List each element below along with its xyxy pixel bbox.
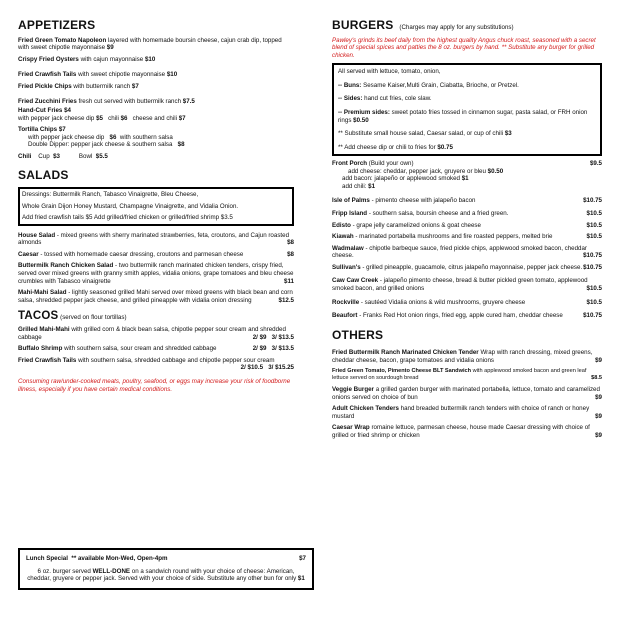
item-option: Double Dipper: pepper jack cheese & southern salsa (28, 141, 173, 149)
item-price: $5.5 (95, 152, 108, 160)
premium-sides-list: sweet potato fries tossed in cinnamon sugar, pasta salad, or FRH onion rings (338, 109, 588, 124)
burger-item (332, 277, 602, 292)
burgers-intro: Pawley's grinds its beef daily from the highest quality Angus chuck roast, seasoned with a secret blend of special spices and patties the 8 oz. burgers by hand. ** Substitute any burger for grilled chicken. (332, 36, 596, 59)
item-name: Wadmalaw (332, 244, 364, 252)
item-desc: - tossed with homemade caesar dressing, croutons and parmesan cheese (40, 250, 244, 258)
item-name: Fried Green Tomato, Pimento Cheese BLT Sandwich (332, 368, 472, 375)
item-name: House Salad (18, 231, 56, 239)
other-item (332, 368, 602, 382)
item-option: Cup (38, 152, 50, 160)
item-desc: with southern salsa, sour cream and shredded cabbage (64, 345, 217, 353)
lunch-well-done: WELL-DONE (92, 567, 131, 575)
item-option: with southern salsa (119, 133, 173, 141)
item-price: $9 (595, 356, 602, 364)
dressings-box (18, 187, 294, 226)
item-option: with pepper jack cheese dip (28, 133, 105, 141)
item-price: $10.5 (586, 298, 602, 306)
served-with: All served with lettuce, tomato, onion, (338, 68, 441, 76)
item-desc: romaine lettuce, parmesan cheese, house made Caesar dressing with choice of grilled or fried shrimp or chicken (332, 424, 590, 439)
add-cheese-price: $0.75 (437, 143, 453, 151)
item-name: Fried Pickle Chips (18, 82, 72, 90)
menu-item (18, 251, 294, 259)
item-name: Adult Chicken Tenders (332, 405, 399, 413)
menu-item (18, 262, 294, 285)
price-three: 3/ $15.25 (268, 364, 294, 372)
item-prices (253, 334, 294, 342)
item-prices (253, 345, 294, 353)
item-name: Fripp Island (332, 210, 368, 218)
item-price: $0.50 (487, 167, 504, 175)
item-note: (Build your own) (368, 160, 414, 168)
tacos-subtitle: (served on flour tortillas) (60, 314, 127, 322)
lunch-desc-text: 6 oz. burger served (37, 567, 93, 575)
item-prices (241, 364, 294, 372)
item-desc: - lightly seasoned grilled Mahi served over mixed greens with black bean and corn salsa, shredded pepper jack cheese, and grilled pineapple with vidalia onion dressing (18, 289, 293, 304)
item-price: $9 (595, 393, 602, 401)
hand-cut-fries (18, 107, 294, 122)
item-desc: with sweet chipotle mayonnaise (78, 71, 166, 79)
dressing-line: Dressings: Buttermilk Ranch, Tabasco Vinaigrette, Bleu Cheese, (22, 191, 199, 198)
item-name: Crispy Fried Oysters (18, 55, 79, 63)
item-price: $10.75 (583, 252, 602, 260)
item-price: $10 (166, 71, 178, 79)
item-option: add bacon: jalapeño or applewood smoked (342, 175, 460, 183)
chili (18, 153, 294, 161)
item-desc: a grilled garden burger with marinated portabella, lettuce, tomato and caramelized onions served on choice of bun (332, 386, 600, 401)
item-name: Caw Caw Creek (332, 277, 379, 285)
item-price: $10.75 (583, 263, 602, 271)
menu-item (18, 56, 294, 64)
substitute-note: ** Substitute small house salad, Caesar salad, or cup of chili (338, 130, 504, 138)
item-price: $10.5 (586, 210, 602, 218)
tortilla-chips (18, 126, 294, 149)
premium-sides-label: -- Premium sides: (338, 109, 390, 116)
item-desc: with grilled corn & black bean salsa, chipotle pepper sour cream and shredded cabbage (18, 326, 286, 341)
lunch-desc-text: on a sandwich round with your choice of cheese: American, cheddar, gruyere or pepper jack. Served with your choice of side. Substitute any other bun for only (27, 567, 298, 583)
menu-item (18, 98, 294, 106)
item-price: $4 (64, 107, 71, 114)
item-name: Fried Crawfish Tails (18, 356, 77, 364)
item-name: Tortilla Chips (18, 126, 58, 134)
item-price: $8 (287, 239, 294, 247)
item-name: Fried Zucchini Fries (18, 98, 77, 106)
other-item (332, 349, 602, 364)
lunch-special-box (18, 548, 314, 590)
item-name: Sullivan's (332, 263, 361, 271)
item-desc: - jalapeño pimento cheese, bread & butter pickled green tomato, applewood smoked bacon, and grilled onions (332, 277, 588, 292)
item-option: chili (108, 114, 119, 122)
item-price: $7 (178, 114, 186, 122)
item-price: $9 (595, 412, 602, 420)
item-price: $10.75 (583, 196, 602, 204)
item-desc: - sautéed Vidalia onions & wild mushrooms, gruyere cheese (360, 298, 526, 306)
appetizers-title: APPETIZERS (18, 18, 96, 32)
salads-title: SALADS (18, 168, 69, 183)
item-price: $12.5 (278, 296, 294, 304)
menu-item (18, 83, 294, 91)
item-price: $5 (96, 114, 103, 122)
price-two: 2/ $9 (252, 345, 267, 353)
item-price: $10.5 (586, 285, 602, 292)
item-name: Edisto (332, 221, 351, 229)
menu-item (18, 232, 294, 247)
item-desc: hand breaded buttermilk ranch tenders with choice of ranch or honey mustard (332, 405, 590, 420)
item-price: $7.5 (182, 98, 195, 106)
burger-options-box (332, 63, 602, 156)
item-name: Buttermilk Ranch Chicken Salad (18, 262, 114, 270)
item-price: $10.5 (586, 221, 602, 229)
item-price: $6 (120, 114, 128, 122)
item-option: Bowl (78, 152, 93, 160)
item-desc: with southern salsa, shredded cabbage and chipotle pepper sour cream (78, 356, 275, 364)
burgers-heading (332, 18, 602, 33)
item-price: $8.5 (591, 375, 602, 382)
item-name: Chili (18, 152, 32, 160)
item-desc: fresh cut served with buttermilk ranch (78, 98, 182, 106)
add-cheese-note: ** Add cheese dip or chili to fries for (338, 143, 436, 151)
price-two: 2/ $9 (252, 333, 267, 341)
substitute-price: $3 (504, 130, 512, 138)
burger-item (332, 233, 602, 241)
item-name: Fried Crawfish Tails (18, 71, 77, 79)
item-price: $8 (177, 141, 185, 149)
menu-item (18, 71, 294, 79)
item-price: $10.75 (583, 312, 602, 320)
item-desc: - pimento cheese with jalapeño bacon (371, 196, 476, 204)
item-price: $1 (368, 182, 376, 190)
burger-item (332, 197, 602, 205)
item-name: Beaufort (332, 312, 358, 320)
burgers-title: BURGERS (332, 18, 394, 32)
price-two: 2/ $10.5 (240, 364, 264, 372)
other-item (332, 424, 602, 439)
tacos-title: TACOS (18, 310, 59, 323)
dressing-line: Whole Grain Dijon Honey Mustard, Champagne Vinaigrette, and Vidalia Onion. (22, 202, 239, 210)
taco-item (18, 345, 294, 353)
burger-item (332, 210, 602, 218)
item-name: Veggie Burger (332, 386, 374, 394)
item-price: $10 (144, 55, 156, 63)
item-name: Isle of Palms (332, 196, 370, 204)
others-title: OTHERS (332, 327, 384, 342)
burger-item (332, 299, 602, 307)
item-option: add chili: (342, 182, 367, 190)
front-porch (332, 160, 602, 190)
other-item (332, 386, 602, 401)
burger-item (332, 312, 602, 320)
item-name: Buffalo Shrimp (18, 345, 63, 353)
item-name: Rockville (332, 298, 360, 306)
burger-item (332, 245, 602, 260)
item-name: Hand-Cut Fries (18, 107, 63, 114)
item-name: Fried Buttermilk Ranch Marinated Chicken Tender (332, 349, 479, 357)
item-price: $7 (131, 82, 139, 90)
taco-item (18, 326, 294, 341)
item-desc: - marinated portabella mushrooms and fire roasted peppers, melted brie (355, 233, 553, 241)
sides-list: hand cut fries, cole slaw. (364, 95, 432, 103)
item-desc: with cajun mayonnaise (80, 55, 144, 63)
item-price: $3 (53, 152, 60, 160)
item-desc: - chipotle barbeque sauce, fried pickle chips, applewood smoked bacon, cheddar cheese. (332, 244, 587, 260)
item-price: $11 (284, 277, 294, 285)
item-price: $9.5 (589, 160, 602, 168)
lunch-availability: ** available Mon-Wed, Open-4pm (71, 555, 168, 562)
item-desc: - two buttermilk ranch marinated chicken tenders, crispy fried, served over mixed greens with granny smith apples, vidalia onions, grape tomatoes and bleu cheese crumbles with Tabasco vinaigrette (18, 262, 294, 285)
item-price: $1 (461, 175, 469, 183)
item-name: Grilled Mahi-Mahi (18, 326, 70, 334)
item-name: Kiawah (332, 233, 354, 241)
sides-label: -- Sides: (338, 95, 363, 103)
item-price: $9 (106, 44, 114, 52)
burger-item (332, 264, 602, 272)
lunch-bun-price: $1 (297, 575, 305, 583)
item-desc: layered with homemade boursin cheese, cajun crab dip, topped with sweet chipotle mayonnaise (18, 36, 282, 52)
other-item (332, 405, 602, 420)
item-desc: - mixed greens with sherry marinated strawberries, feta, croutons, and Cajun roasted almonds (18, 231, 290, 247)
item-name: Caesar (18, 250, 39, 258)
item-desc: - Franks Red Hot onion rings, fried egg, apple cured ham, cheddar cheese (359, 312, 563, 320)
item-name: Caesar Wrap (332, 424, 370, 432)
item-price: $9 (595, 431, 602, 439)
price-three: 3/ $13.5 (271, 345, 294, 353)
add-on-line: Add fried crawfish tails $5 Add grilled/fried chicken or grilled/fried shrimp $3.5 (22, 214, 233, 222)
menu-item (18, 289, 294, 304)
lunch-desc (26, 568, 306, 583)
burgers-charges-note: (Charges may apply for any substitutions) (399, 24, 514, 31)
price-three: 3/ $13.5 (271, 333, 294, 341)
premium-sides-price: $0.50 (353, 116, 369, 124)
taco-item (18, 357, 294, 372)
item-desc: - southern salsa, boursin cheese and a fried green. (368, 210, 509, 218)
item-price: $10.5 (586, 233, 602, 241)
item-option: with pepper jack cheese dip (18, 114, 95, 122)
item-name: Mahi-Mahi Salad (18, 289, 67, 297)
item-price: $7 (58, 126, 66, 134)
item-price: $8 (287, 250, 294, 258)
food-safety-warning: Consuming raw/under-cooked meats, poultry, seafood, or eggs may increase your risk of foodborne illness, especially if you have certain medical conditions. (18, 378, 291, 393)
item-name: Front Porch (332, 160, 368, 168)
lunch-title: Lunch Special (26, 555, 68, 562)
item-desc: with applewood smoked bacon and green leaf lettuce served on sourdough bread (332, 368, 587, 382)
burger-item (332, 222, 602, 230)
item-option: add cheese: cheddar, pepper jack, gruyere or bleu (348, 167, 486, 175)
item-option: cheese and chili (132, 114, 177, 122)
right-column (332, 18, 602, 443)
lunch-price: $7 (299, 555, 306, 562)
item-desc: Wrap with ranch dressing, mixed greens, cheddar cheese, bacon, grape tomatoes and vidalia onions (332, 349, 593, 364)
buns-list: Sesame Kaiser,Multi Grain, Ciabatta, Brioche, or Pretzel. (363, 81, 519, 89)
item-desc: with buttermilk ranch (73, 82, 131, 90)
left-column (18, 18, 294, 393)
item-desc: - grilled pineapple, guacamole, citrus jalapeño mayonnaise, pepper jack cheese. (362, 263, 583, 271)
item-name: Fried Green Tomato Napoleon (18, 36, 107, 44)
item-desc: - grape jelly caramelized onions & goat cheese (352, 221, 481, 229)
item-price: $6 (109, 133, 117, 141)
menu-item (18, 37, 294, 52)
tacos-heading (18, 309, 294, 323)
buns-label: -- Buns: (338, 81, 362, 89)
